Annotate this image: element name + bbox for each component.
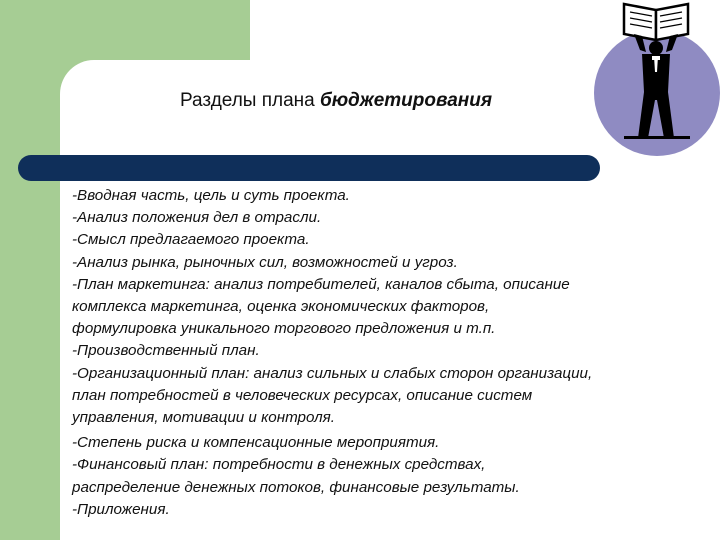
list-item: распределение денежных потоков, финансовые результаты. xyxy=(72,478,520,496)
list-item: управления, мотивации и контроля. xyxy=(72,409,336,427)
list-item: комплекса маркетинга, оценка экономических факторов, xyxy=(72,298,490,316)
title-normal: Разделы плана xyxy=(180,90,321,111)
list-item: -Производственный план. xyxy=(72,342,260,360)
list-item: -Организационный план: анализ сильных и слабых сторон организации, xyxy=(72,364,593,382)
left-green-stripe xyxy=(0,0,60,540)
title-divider-bar xyxy=(18,155,600,181)
list-item: -Степень риска и компенсационные мероприятия. xyxy=(72,434,440,452)
list-item: -План маркетинга: анализ потребителей, каналов сбыта, описание xyxy=(72,275,570,293)
list-item: -Приложения. xyxy=(72,500,170,518)
list-item: формулировка уникального торгового предложения и т.п. xyxy=(72,320,496,338)
list-item: план потребностей в человеческих ресурсах, описание систем xyxy=(72,386,533,404)
list-item: -Анализ рынка, рыночных сил, возможностей и угроз. xyxy=(72,253,458,271)
person-holding-book-icon xyxy=(594,0,720,145)
title-emphasis: бюджетирования xyxy=(320,90,493,111)
list-item: -Анализ положения дел в отрасли. xyxy=(72,209,322,227)
section-list xyxy=(72,185,702,521)
list-item: -Финансовый план: потребности в денежных средствах, xyxy=(72,456,486,474)
list-item: -Смысл предлагаемого проекта. xyxy=(72,231,310,249)
list-item: -Вводная часть, цель и суть проекта. xyxy=(72,187,350,204)
slide-title xyxy=(180,90,492,112)
